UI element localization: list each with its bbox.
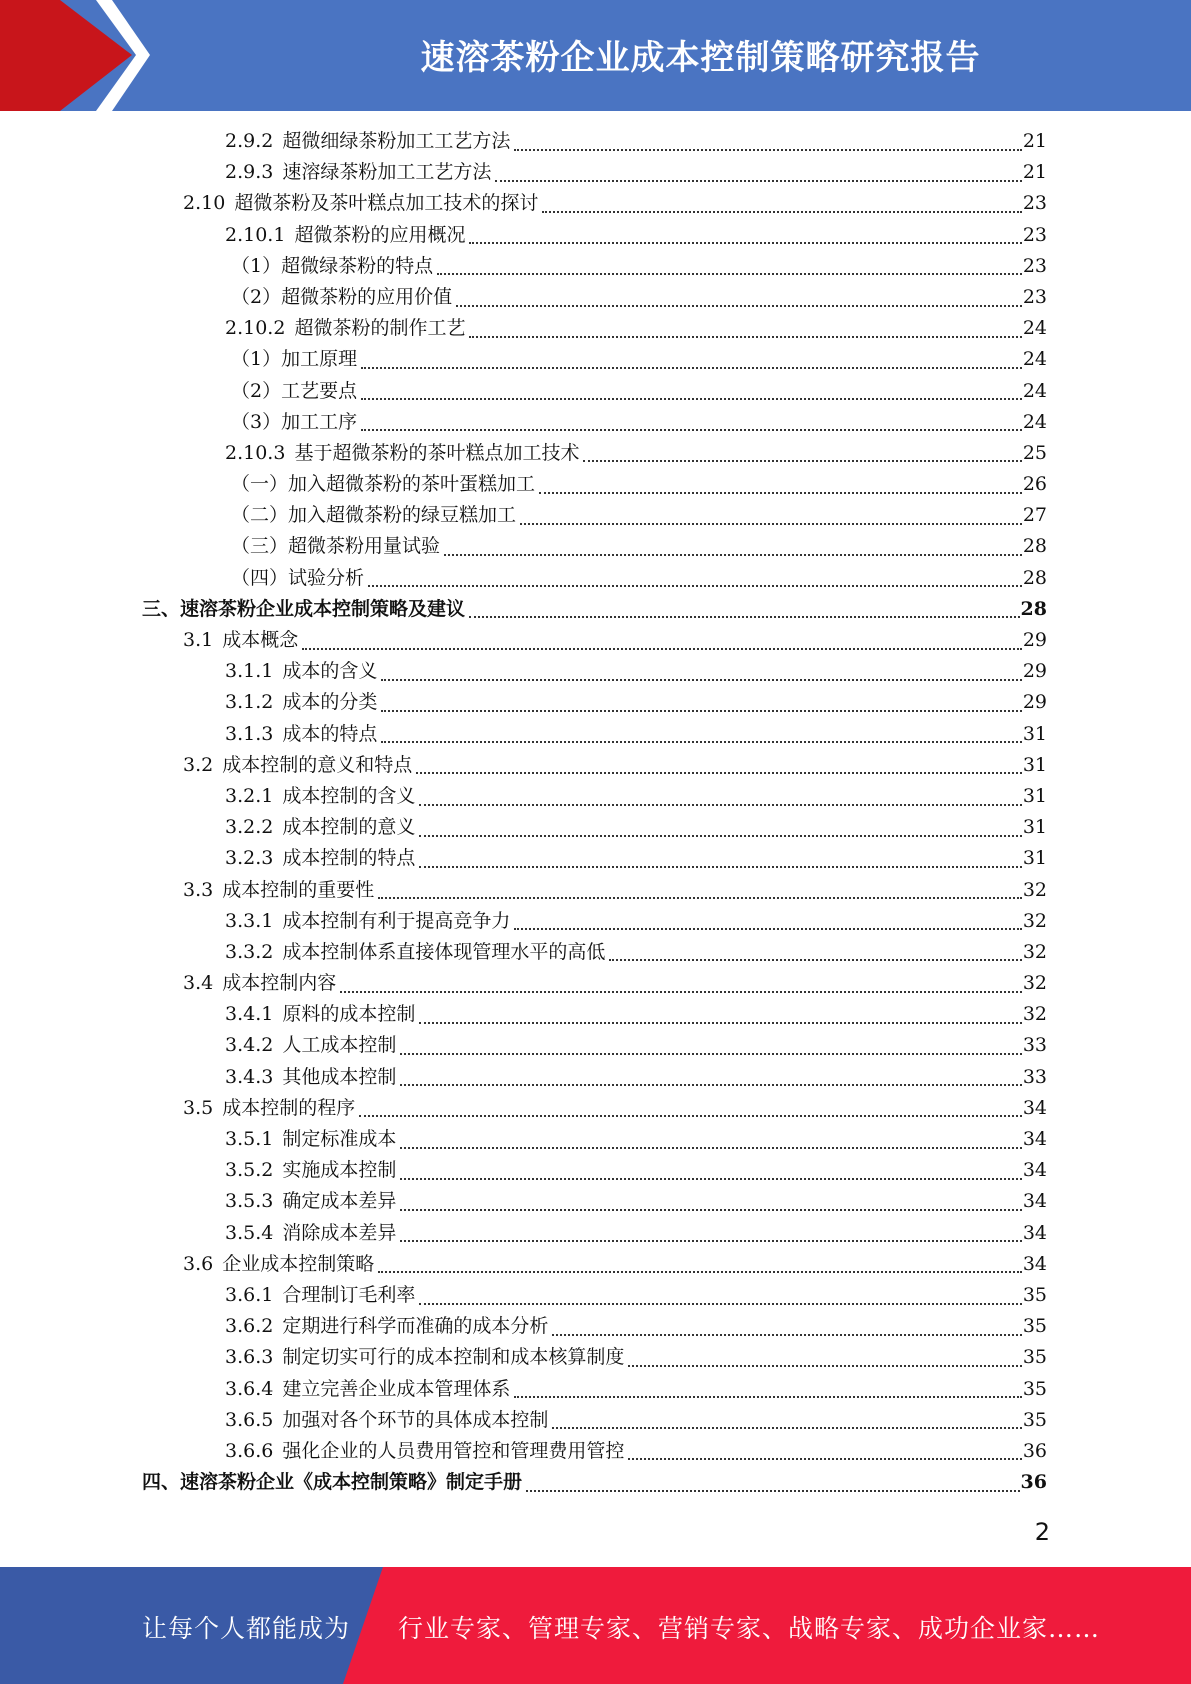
- toc-entry-page: 28: [1022, 535, 1047, 558]
- toc-entry[interactable]: [0, 126, 1191, 157]
- toc-dot-leader: [368, 585, 1022, 587]
- toc-entry-title: 成本概念: [222, 629, 299, 651]
- toc-entry-page: 28: [1020, 597, 1047, 620]
- toc-entry-number: 3.4: [183, 972, 214, 995]
- toc-dot-leader: [381, 741, 1021, 743]
- toc-entry-page: 32: [1022, 940, 1047, 963]
- document-title: 速溶茶粉企业成本控制策略研究报告: [420, 38, 981, 78]
- toc-entry-title: 四、速溶茶粉企业《成本控制策略》制定手册: [142, 1471, 523, 1494]
- toc-entry-title: 成本控制的重要性: [222, 878, 375, 901]
- toc-entry-number: 3.6.1: [225, 1283, 274, 1306]
- toc-entry[interactable]: [0, 1186, 1191, 1217]
- toc-entry-title: 成本控制的含义: [282, 784, 416, 807]
- toc-dot-leader: [400, 1084, 1021, 1086]
- toc-dot-leader: [400, 1178, 1021, 1180]
- toc-entry[interactable]: [0, 344, 1191, 375]
- toc-entry-title: 实施成本控制: [282, 1159, 397, 1182]
- toc-entry[interactable]: [0, 1093, 1191, 1124]
- toc-entry[interactable]: [0, 687, 1191, 718]
- toc-entry-title: 超微茶粉的应用概况: [294, 223, 466, 246]
- toc-entry-number: 2.9.2: [225, 130, 274, 152]
- toc-entry-title: 成本控制的特点: [282, 847, 416, 870]
- toc-entry-page: 35: [1022, 1315, 1047, 1338]
- toc-entry[interactable]: [0, 188, 1191, 219]
- toc-entry[interactable]: [0, 781, 1191, 812]
- toc-entry[interactable]: [0, 157, 1191, 188]
- toc-entry[interactable]: [0, 563, 1191, 594]
- toc-entry-title: （1）加工原理: [231, 348, 358, 371]
- toc-entry-title: 超微茶粉的制作工艺: [294, 317, 466, 340]
- toc-entry-page: 34: [1022, 1159, 1047, 1182]
- toc-entry-page: 26: [1022, 473, 1047, 496]
- toc-entry-page: 31: [1022, 816, 1047, 839]
- toc-entry-title: （三）超微茶粉用量试验: [231, 535, 441, 558]
- toc-entry[interactable]: [0, 438, 1191, 469]
- toc-dot-leader: [400, 1053, 1021, 1055]
- toc-entry[interactable]: [0, 594, 1191, 625]
- toc-entry[interactable]: [0, 1311, 1191, 1342]
- toc-dot-leader: [526, 1490, 1020, 1492]
- toc-entry-page: 32: [1022, 972, 1047, 995]
- toc-entry-page: 24: [1022, 348, 1047, 371]
- toc-entry-title: （2）超微茶粉的应用价值: [231, 285, 453, 308]
- toc-entry-page: 34: [1022, 1190, 1047, 1213]
- toc-entry[interactable]: [0, 220, 1191, 251]
- toc-entry-title: 制定标准成本: [282, 1128, 397, 1150]
- toc-entry[interactable]: [0, 875, 1191, 906]
- toc-entry[interactable]: [0, 1280, 1191, 1311]
- toc-entry-number: 3.6.5: [225, 1408, 274, 1431]
- toc-entry-page: 25: [1022, 441, 1047, 464]
- toc-dot-leader: [419, 804, 1021, 806]
- toc-entry-number: 3.3: [183, 878, 214, 901]
- toc-entry-title: 三、速溶茶粉企业成本控制策略及建议: [142, 597, 466, 620]
- toc-entry[interactable]: [0, 812, 1191, 843]
- toc-entry[interactable]: [0, 282, 1191, 313]
- toc-entry-page: 33: [1022, 1065, 1047, 1088]
- toc-entry-title: 成本控制体系直接体现管理水平的高低: [282, 940, 606, 963]
- toc-entry-title: 成本的含义: [282, 660, 378, 683]
- page-header: [0, 0, 1191, 111]
- toc-entry-title: （2）工艺要点: [231, 379, 358, 402]
- page-footer: [0, 1567, 1191, 1684]
- toc-entry-page: 24: [1022, 410, 1047, 433]
- toc-entry[interactable]: [0, 469, 1191, 500]
- toc-entry-page: 36: [1022, 1439, 1047, 1462]
- toc-entry-title: 人工成本控制: [282, 1034, 397, 1057]
- toc-entry-number: 3.2: [183, 753, 214, 776]
- toc-entry-page: 27: [1022, 504, 1047, 527]
- toc-entry-number: 3.3.1: [225, 909, 274, 932]
- toc-entry-title: 成本的特点: [282, 722, 378, 745]
- toc-entry-page: 34: [1022, 1221, 1047, 1244]
- toc-entry-title: （一）加入超微茶粉的茶叶蛋糕加工: [231, 473, 536, 496]
- toc-entry-number: 3.5.2: [225, 1159, 274, 1182]
- toc-entry-number: 3.5.3: [225, 1190, 274, 1213]
- toc-entry-number: 3.4.2: [225, 1034, 274, 1057]
- toc-entry-title: （1）超微绿茶粉的特点: [231, 254, 434, 277]
- toc-entry-page: 23: [1022, 285, 1047, 308]
- toc-dot-leader: [400, 1147, 1021, 1149]
- toc-entry-page: 21: [1022, 130, 1047, 152]
- toc-entry-page: 23: [1022, 254, 1047, 277]
- toc-dot-leader: [419, 835, 1021, 837]
- toc-entry-number: 3.2.1: [225, 784, 274, 807]
- table-of-contents: [0, 126, 1191, 1498]
- toc-entry-number: 3.6.3: [225, 1346, 274, 1369]
- toc-entry[interactable]: [0, 656, 1191, 687]
- toc-entry-page: 34: [1022, 1096, 1047, 1119]
- toc-dot-leader: [419, 1022, 1021, 1024]
- toc-entry-number: 3.1.1: [225, 660, 274, 683]
- toc-entry-title: 其他成本控制: [282, 1065, 397, 1088]
- toc-entry[interactable]: [0, 843, 1191, 874]
- toc-dot-leader: [552, 1427, 1021, 1429]
- toc-dot-leader: [361, 398, 1022, 400]
- toc-entry[interactable]: [0, 251, 1191, 282]
- toc-dot-leader: [552, 1334, 1021, 1336]
- toc-entry[interactable]: [0, 1155, 1191, 1186]
- page-number: 2: [1034, 1518, 1050, 1546]
- toc-entry[interactable]: [0, 531, 1191, 562]
- toc-entry-title: 基于超微茶粉的茶叶糕点加工技术: [294, 441, 580, 464]
- toc-entry-number: 2.10.3: [225, 441, 286, 464]
- toc-entry[interactable]: [0, 1249, 1191, 1280]
- toc-dot-leader: [361, 367, 1022, 369]
- toc-entry[interactable]: [0, 625, 1191, 656]
- toc-entry-page: 36: [1020, 1471, 1047, 1494]
- toc-entry-page: 29: [1022, 629, 1047, 651]
- toc-entry-page: 24: [1022, 317, 1047, 340]
- toc-entry[interactable]: [0, 500, 1191, 531]
- toc-dot-leader: [469, 336, 1021, 338]
- toc-dot-leader: [419, 866, 1021, 868]
- toc-entry-title: 加强对各个环节的具体成本控制: [282, 1408, 549, 1431]
- toc-entry-number: 2.10.1: [225, 223, 286, 246]
- toc-dot-leader: [378, 1271, 1022, 1273]
- toc-dot-leader: [359, 1115, 1022, 1117]
- toc-entry[interactable]: [0, 719, 1191, 750]
- toc-entry-page: 31: [1022, 847, 1047, 870]
- toc-entry-number: 3.2.2: [225, 816, 274, 839]
- toc-entry-title: （二）加入超微茶粉的绿豆糕加工: [231, 504, 517, 527]
- toc-entry-title: 定期进行科学而准确的成本分析: [282, 1315, 549, 1338]
- toc-entry[interactable]: [0, 750, 1191, 781]
- toc-entry[interactable]: [0, 1124, 1191, 1155]
- toc-entry-number: 3.3.2: [225, 940, 274, 963]
- toc-entry-title: （四）试验分析: [231, 566, 365, 589]
- toc-entry-title: 确定成本差异: [282, 1190, 397, 1213]
- header-arrow-decoration: [0, 0, 160, 111]
- toc-entry-title: 成本的分类: [282, 691, 378, 714]
- toc-entry-number: 3.4.1: [225, 1003, 274, 1026]
- toc-dot-leader: [444, 554, 1022, 556]
- toc-entry-page: 31: [1022, 753, 1047, 776]
- toc-entry[interactable]: [0, 1405, 1191, 1436]
- toc-entry-page: 23: [1022, 192, 1047, 215]
- toc-dot-leader: [514, 928, 1021, 930]
- toc-entry-number: 3.5: [183, 1096, 214, 1119]
- toc-dot-leader: [340, 991, 1022, 993]
- toc-entry-title: 成本控制有利于提高竞争力: [282, 909, 511, 932]
- toc-dot-leader: [469, 242, 1021, 244]
- toc-dot-leader: [378, 897, 1022, 899]
- toc-dot-leader: [542, 211, 1021, 213]
- toc-dot-leader: [381, 710, 1021, 712]
- toc-entry-page: 31: [1022, 722, 1047, 745]
- toc-entry-number: 3.1.2: [225, 691, 274, 714]
- toc-entry-number: 3.6: [183, 1252, 214, 1275]
- toc-entry[interactable]: [0, 1062, 1191, 1093]
- toc-entry-number: 2.10.2: [225, 317, 286, 340]
- toc-entry-number: 3.4.3: [225, 1065, 274, 1088]
- toc-entry[interactable]: [0, 407, 1191, 438]
- toc-entry-page: 23: [1022, 223, 1047, 246]
- toc-dot-leader: [469, 616, 1020, 618]
- toc-dot-leader: [416, 772, 1022, 774]
- toc-dot-leader: [419, 1303, 1021, 1305]
- toc-entry-page: 33: [1022, 1034, 1047, 1057]
- toc-entry-page: 21: [1022, 161, 1047, 184]
- toc-entry-page: 35: [1022, 1408, 1047, 1431]
- toc-dot-leader: [520, 523, 1022, 525]
- toc-entry-page: 35: [1022, 1283, 1047, 1306]
- toc-entry[interactable]: [0, 376, 1191, 407]
- toc-dot-leader: [302, 648, 1022, 650]
- toc-entry-number: 3.5.4: [225, 1221, 274, 1244]
- toc-entry-title: 企业成本控制策略: [222, 1252, 375, 1275]
- toc-dot-leader: [495, 180, 1021, 182]
- toc-entry-title: 强化企业的人员费用管控和管理费用管控: [282, 1439, 625, 1462]
- toc-entry-page: 34: [1022, 1128, 1047, 1150]
- toc-dot-leader: [514, 1396, 1021, 1398]
- toc-entry-number: 3.6.4: [225, 1377, 274, 1400]
- toc-entry-number: 3.1: [183, 629, 214, 651]
- footer-slogan-left: 让每个人都能成为: [142, 1614, 351, 1643]
- toc-dot-leader: [361, 429, 1022, 431]
- toc-entry-title: 消除成本差异: [282, 1221, 397, 1244]
- toc-dot-leader: [400, 1209, 1021, 1211]
- toc-entry-page: 32: [1022, 1003, 1047, 1026]
- toc-entry-page: 29: [1022, 691, 1047, 714]
- toc-entry-page: 32: [1022, 909, 1047, 932]
- toc-entry[interactable]: [0, 313, 1191, 344]
- toc-entry-title: 成本控制的意义和特点: [222, 753, 413, 776]
- toc-entry-page: 28: [1022, 566, 1047, 589]
- toc-entry[interactable]: [0, 1218, 1191, 1249]
- toc-entry-title: 超微茶粉及茶叶糕点加工技术的探讨: [234, 192, 539, 215]
- toc-dot-leader: [628, 1458, 1021, 1460]
- toc-entry[interactable]: [0, 1467, 1191, 1498]
- toc-dot-leader: [381, 679, 1021, 681]
- toc-entry-number: 3.5.1: [225, 1128, 274, 1150]
- toc-entry-title: 建立完善企业成本管理体系: [282, 1377, 511, 1400]
- toc-entry-page: 29: [1022, 660, 1047, 683]
- toc-entry[interactable]: [0, 937, 1191, 968]
- toc-entry-number: 3.2.3: [225, 847, 274, 870]
- toc-entry-page: 34: [1022, 1252, 1047, 1275]
- toc-entry-title: 成本控制的意义: [282, 816, 416, 839]
- toc-dot-leader: [539, 492, 1022, 494]
- toc-dot-leader: [514, 149, 1021, 151]
- toc-entry-title: （3）加工工序: [231, 410, 358, 433]
- toc-dot-leader: [437, 273, 1022, 275]
- toc-entry-number: 3.1.3: [225, 722, 274, 745]
- toc-entry-number: 3.6.2: [225, 1315, 274, 1338]
- toc-entry-page: 24: [1022, 379, 1047, 402]
- toc-entry-number: 2.9.3: [225, 161, 274, 184]
- toc-dot-leader: [400, 1240, 1021, 1242]
- toc-dot-leader: [609, 959, 1021, 961]
- toc-entry-page: 35: [1022, 1346, 1047, 1369]
- toc-entry-page: 32: [1022, 878, 1047, 901]
- toc-entry-page: 31: [1022, 784, 1047, 807]
- footer-slogan-right: 行业专家、管理专家、营销专家、战略专家、成功企业家……: [398, 1614, 1101, 1643]
- toc-entry-page: 35: [1022, 1377, 1047, 1400]
- toc-entry[interactable]: [0, 999, 1191, 1030]
- toc-entry-title: 原料的成本控制: [282, 1003, 416, 1026]
- toc-entry[interactable]: [0, 1030, 1191, 1061]
- toc-entry[interactable]: [0, 1342, 1191, 1373]
- toc-entry[interactable]: [0, 1374, 1191, 1405]
- toc-entry-number: 3.6.6: [225, 1439, 274, 1462]
- toc-entry-title: 成本控制内容: [222, 972, 337, 995]
- toc-entry[interactable]: [0, 1436, 1191, 1467]
- toc-entry[interactable]: [0, 906, 1191, 937]
- toc-entry-title: 成本控制的程序: [222, 1096, 356, 1119]
- toc-entry-title: 超微细绿茶粉加工工艺方法: [282, 130, 511, 152]
- toc-entry[interactable]: [0, 968, 1191, 999]
- toc-entry-number: 2.10: [183, 192, 226, 215]
- toc-entry-title: 速溶绿茶粉加工工艺方法: [282, 161, 492, 184]
- toc-entry-title: 制定切实可行的成本控制和成本核算制度: [282, 1346, 625, 1369]
- toc-entry-title: 合理制订毛利率: [282, 1283, 416, 1306]
- toc-dot-leader: [583, 460, 1021, 462]
- toc-dot-leader: [456, 305, 1022, 307]
- toc-dot-leader: [628, 1365, 1021, 1367]
